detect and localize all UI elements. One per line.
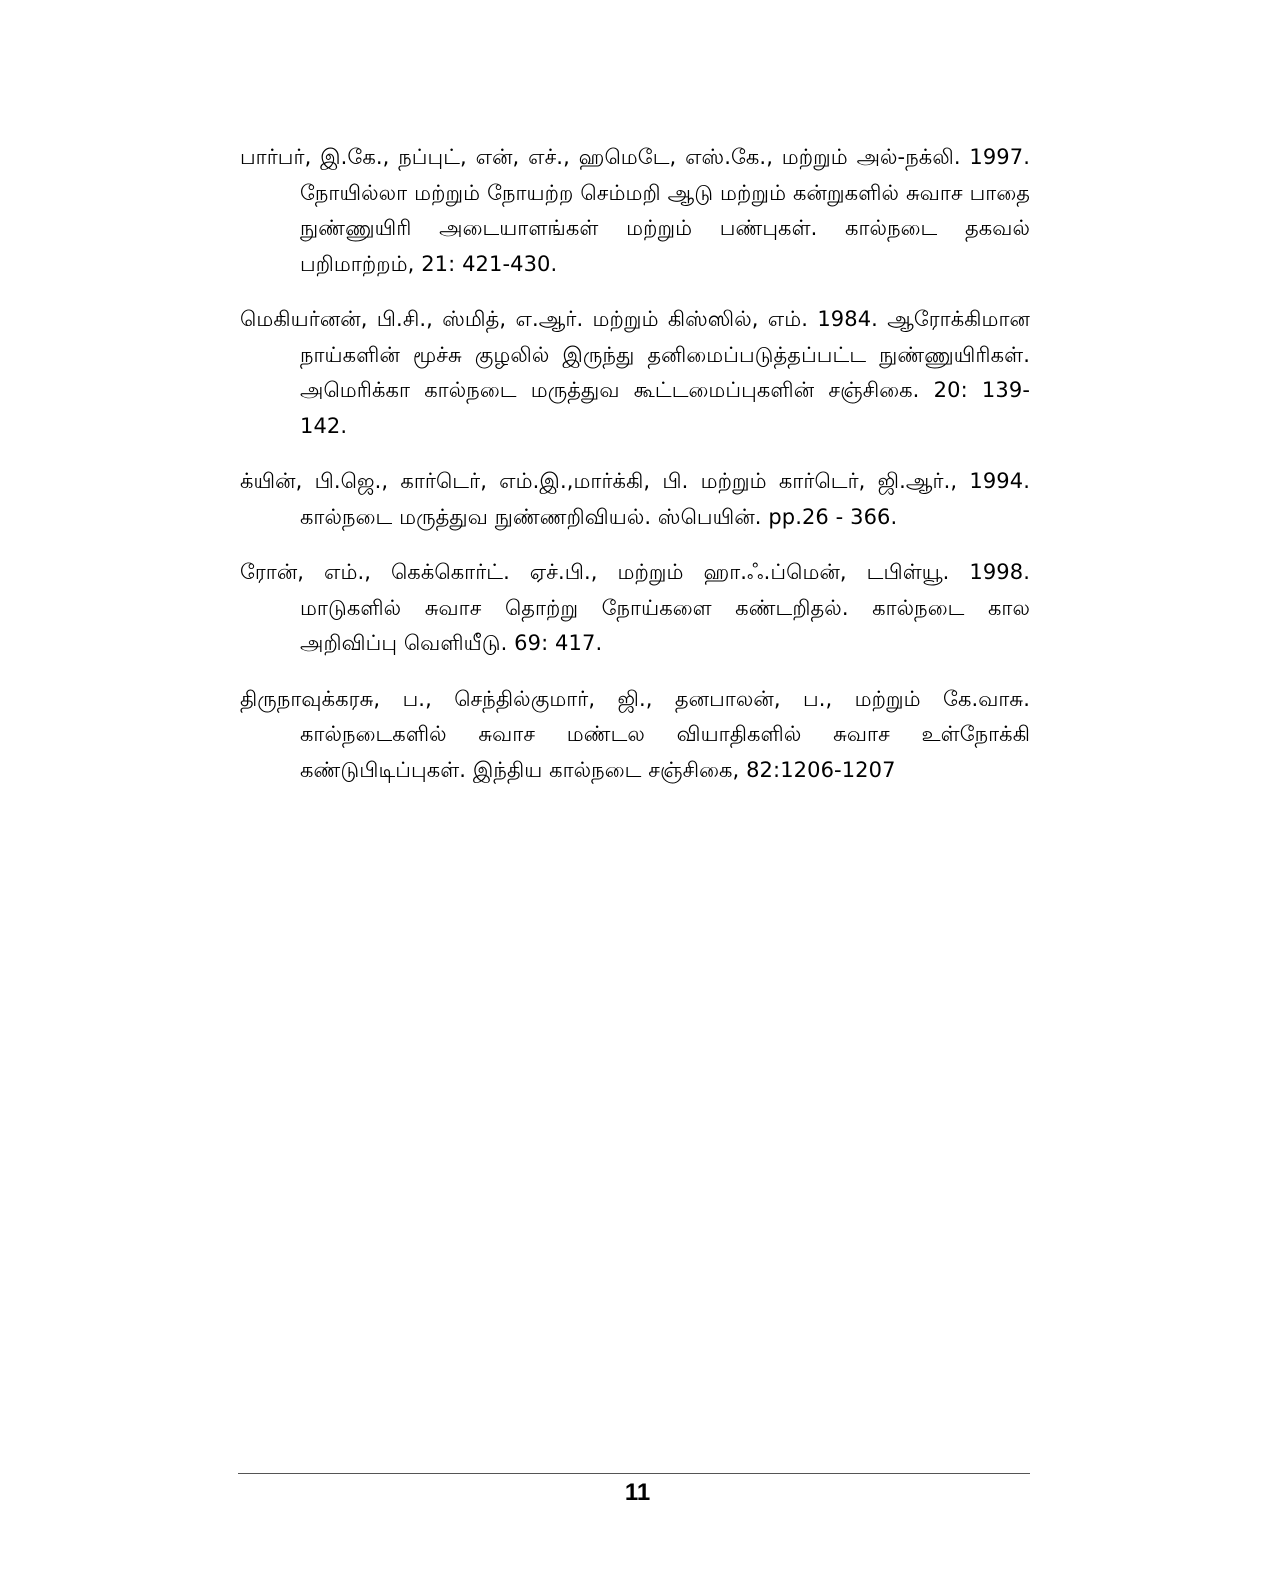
reference-list bbox=[240, 140, 1030, 808]
reference-entry: ரோன், எம்., கெக்கொர்ட். ஏச்.பி., மற்றும் ஹா.ஃ.ப்மென், டபிள்யூ. 1998. மாடுகளில் சுவாச தொற்று நோய்களை கண்டறிதல். கால்நடை கால அறிவிப்பு வெளியீடு. 69: 417. bbox=[240, 560, 1030, 655]
reference-entry: பார்பர், இ.கே., நப்புட், என், எச்., ஹமெடே, எஸ்.கே., மற்றும் அல்-நக்லி. 1997. நோயில்லா மற்றும் நோயற்ற செம்மறி ஆடு மற்றும் கன்றுகளில் சுவாச பாதை நுண்ணுயிரி அடையாளங்கள் மற்றும் பண்புகள். கால்நடை தகவல் பறிமாற்றம், 21: 421-430. bbox=[240, 145, 1030, 276]
page-number: 11 bbox=[624, 1479, 651, 1506]
reference-entry: மெகியர்னன், பி.சி., ஸ்மித், எ.ஆர். மற்றும் கிஸ்ஸில், எம். 1984. ஆரோக்கிமான நாய்களின் மூச்சு குழலில் இருந்து தனிமைப்படுத்தப்பட்ட நுண்ணுயிரிகள். அமெரிக்கா கால்நடை மருத்துவ கூட்டமைப்புகளின் சஞ்சிகை. 20: 139-142. bbox=[240, 307, 1030, 438]
reference-entry: க்யின், பி.ஜெ., கார்டெர், எம்.இ.,மார்க்கி, பி. மற்றும் கார்டெர், ஜி.ஆர்., 1994. கால்நடை மருத்துவ நுண்ணறிவியல். ஸ்பெயின். pp.26 - 366. bbox=[240, 469, 1030, 529]
reference-entry: திருநாவுக்கரசு, ப., செந்தில்குமார், ஜி., தனபாலன், ப., மற்றும் கே.வாசு. கால்நடைகளில் சுவாச மண்டல வியாதிகளில் சுவாச உள்நோக்கி கண்டுபிடிப்புகள். இந்திய கால்நடை சஞ்சிகை, 82:1206-1207 bbox=[240, 686, 1030, 782]
footer-divider bbox=[238, 1473, 1030, 1474]
